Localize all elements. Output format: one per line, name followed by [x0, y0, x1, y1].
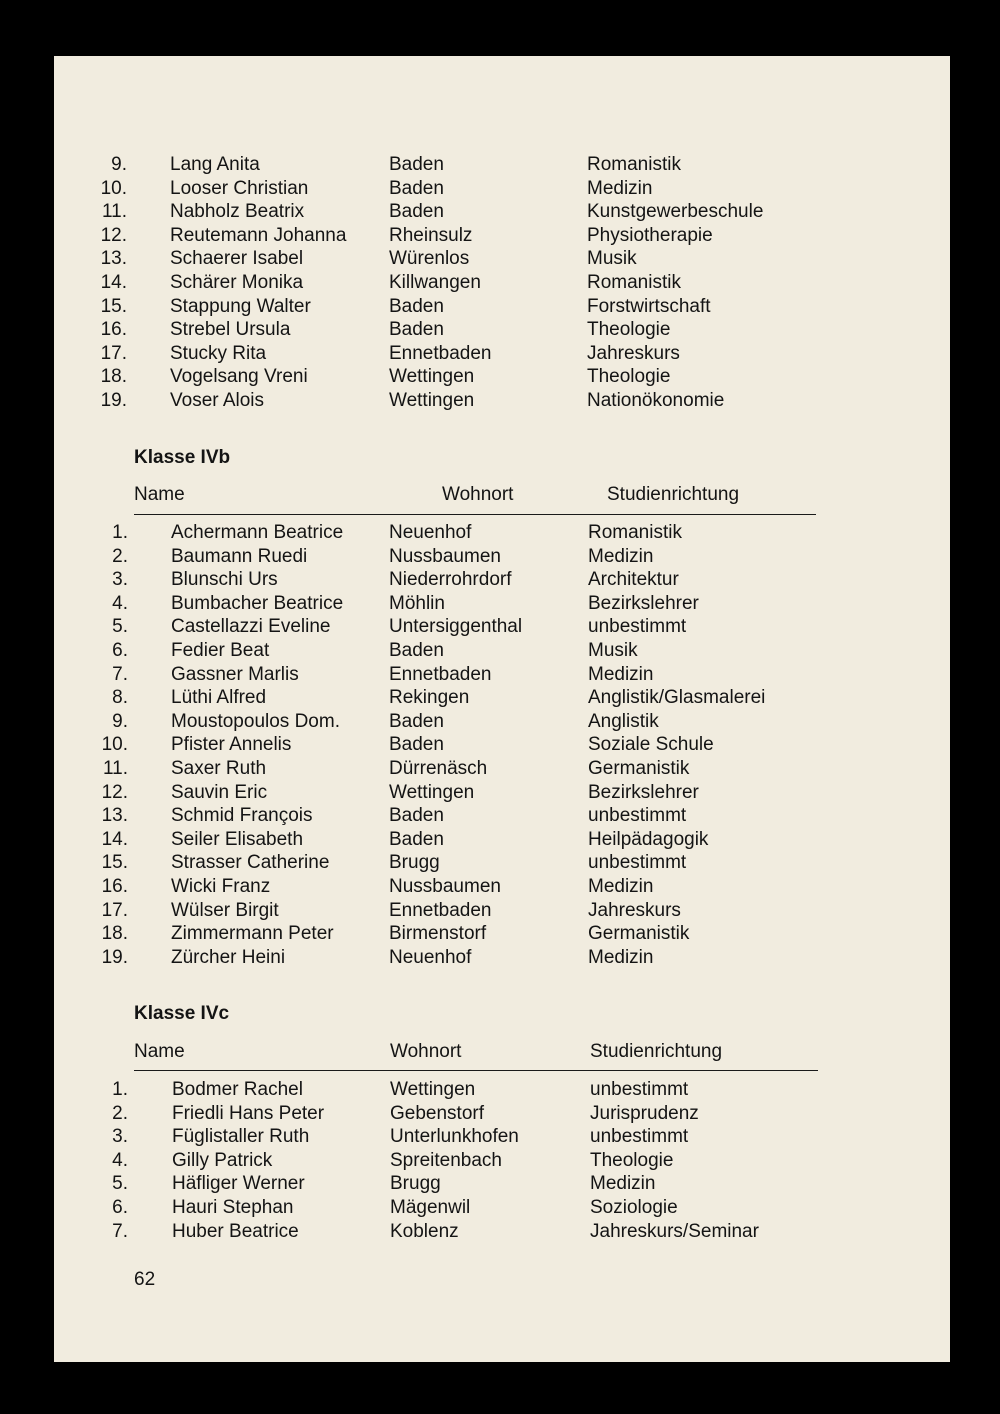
cell-wohnort: Baden [389, 710, 444, 732]
cell-studien: Romanistik [587, 154, 681, 175]
cell-studien: Musik [587, 248, 637, 270]
column-header-studienrichtung: Studienrichtung [607, 484, 740, 505]
cell-studien: Soziale Schule [588, 734, 714, 756]
cell-wohnort: Niederrohrdorf [389, 569, 512, 591]
cell-name: Strasser Catherine [171, 852, 330, 874]
cell-name: Häfliger Werner [172, 1173, 305, 1195]
cell-wohnort: Ennetbaden [389, 663, 492, 685]
cell-num: 7. [112, 663, 128, 685]
cell-studien: Anglistik/Glasmalerei [588, 687, 766, 709]
cell-wohnort: Rheinsulz [389, 224, 473, 246]
cell-wohnort: Baden [389, 201, 444, 223]
cell-name: Castellazzi Eveline [171, 616, 331, 638]
cell-num: 10. [101, 734, 128, 756]
cell-wohnort: Wettingen [389, 781, 475, 803]
cell-wohnort: Ennetbaden [389, 899, 492, 921]
cell-wohnort: Spreitenbach [390, 1149, 502, 1171]
cell-num: 14. [100, 272, 127, 293]
cell-num: 8. [112, 687, 128, 709]
column-header-wohnort: Wohnort [442, 484, 514, 505]
header-rule [134, 514, 816, 515]
section-heading-ivc: Klasse IVc [134, 1003, 230, 1024]
cell-num: 4. [112, 592, 128, 614]
cell-studien: unbestimmt [588, 852, 687, 874]
cell-wohnort: Baden [389, 154, 444, 175]
cell-name: Vogelsang Vreni [170, 366, 308, 388]
cell-wohnort: Untersiggenthal [389, 616, 523, 638]
cell-studien: Nationökonomie [587, 390, 725, 411]
cell-studien: Jahreskurs/Seminar [590, 1220, 759, 1242]
cell-wohnort: Ennetbaden [389, 342, 492, 364]
cell-num: 12. [101, 781, 128, 803]
cell-num: 13. [100, 248, 127, 270]
cell-studien: Romanistik [587, 272, 681, 293]
cell-name: Stucky Rita [170, 342, 267, 364]
cell-name: Wicki Franz [171, 876, 271, 897]
cell-studien: Medizin [588, 663, 654, 685]
cell-studien: Jahreskurs [588, 899, 681, 921]
cell-studien: unbestimmt [590, 1079, 689, 1100]
column-header-name: Name [134, 484, 185, 505]
cell-name: Fedier Beat [171, 640, 270, 661]
cell-studien: Heilpädagogik [588, 828, 709, 850]
cell-num: 2. [112, 1102, 128, 1124]
cell-studien: Jurisprudenz [590, 1102, 699, 1124]
cell-wohnort: Würenlos [389, 248, 470, 270]
cell-wohnort: Koblenz [390, 1220, 459, 1242]
cell-num: 14. [101, 828, 128, 850]
cell-num: 2. [112, 545, 128, 567]
cell-name: Füglistaller Ruth [172, 1126, 310, 1148]
cell-num: 10. [100, 177, 127, 199]
cell-name: Friedli Hans Peter [172, 1102, 325, 1124]
cell-num: 16. [100, 319, 127, 341]
section-heading-ivb: Klasse IVb [134, 447, 231, 468]
cell-wohnort: Baden [389, 828, 444, 850]
cell-studien: Physiotherapie [587, 224, 713, 246]
cell-wohnort: Unterlunkhofen [390, 1126, 519, 1148]
cell-name: Voser Alois [170, 390, 264, 411]
column-header-studienrichtung: Studienrichtung [590, 1041, 723, 1062]
cell-name: Bumbacher Beatrice [171, 592, 344, 614]
cell-wohnort: Nussbaumen [389, 545, 501, 567]
cell-name: Stappung Walter [170, 295, 311, 317]
cell-studien: Theologie [587, 366, 671, 388]
cell-name: Huber Beatrice [172, 1220, 299, 1242]
cell-num: 3. [112, 569, 128, 591]
cell-num: 18. [101, 923, 128, 945]
cell-name: Schmid François [171, 805, 313, 827]
cell-name: Seiler Elisabeth [171, 828, 304, 850]
cell-name: Strebel Ursula [170, 319, 291, 341]
cell-num: 17. [100, 342, 127, 364]
cell-wohnort: Dürrenäsch [389, 758, 488, 779]
cell-num: 19. [101, 946, 128, 968]
cell-wohnort: Neuenhof [389, 522, 472, 543]
cell-name: Looser Christian [170, 177, 309, 199]
cell-studien: Germanistik [588, 923, 690, 945]
cell-studien: unbestimmt [590, 1126, 689, 1148]
cell-studien: Soziologie [590, 1197, 678, 1218]
cell-studien: Forstwirtschaft [587, 295, 711, 317]
cell-name: Gassner Marlis [171, 663, 299, 685]
cell-num: 9. [112, 710, 128, 732]
cell-studien: Germanistik [588, 758, 690, 779]
cell-studien: Medizin [588, 946, 654, 968]
cell-num: 19. [100, 390, 127, 411]
cell-name: Sauvin Eric [171, 781, 268, 803]
cell-studien: Kunstgewerbeschule [587, 201, 764, 223]
cell-name: Nabholz Beatrix [170, 201, 305, 223]
cell-num: 15. [100, 295, 127, 317]
cell-wohnort: Rekingen [389, 687, 470, 709]
cell-studien: Architektur [588, 569, 679, 591]
cell-name: Moustopoulos Dom. [171, 710, 340, 732]
column-header-wohnort: Wohnort [390, 1041, 462, 1062]
cell-num: 11. [101, 201, 127, 223]
cell-name: Zimmermann Peter [171, 923, 334, 945]
cell-wohnort: Baden [389, 295, 444, 317]
cell-name: Schärer Monika [170, 272, 304, 293]
cell-wohnort: Baden [389, 319, 444, 341]
cell-name: Saxer Ruth [171, 758, 267, 779]
cell-name: Wülser Birgit [171, 899, 279, 921]
cell-studien: Medizin [588, 545, 654, 567]
cell-wohnort: Nussbaumen [389, 876, 501, 897]
cell-wohnort: Neuenhof [389, 946, 472, 968]
header-rule [134, 1070, 818, 1071]
cell-name: Pfister Annelis [171, 734, 292, 756]
cell-studien: Medizin [590, 1173, 656, 1195]
cell-wohnort: Mägenwil [390, 1197, 471, 1218]
cell-wohnort: Brugg [389, 852, 440, 874]
cell-wohnort: Wettingen [389, 366, 475, 388]
cell-num: 16. [101, 876, 128, 897]
cell-wohnort: Baden [389, 805, 444, 827]
cell-num: 15. [101, 852, 128, 874]
page-number: 62 [134, 1269, 156, 1290]
cell-wohnort: Baden [389, 734, 444, 756]
cell-num: 5. [112, 616, 128, 638]
cell-num: 9. [111, 154, 127, 175]
cell-wohnort: Möhlin [389, 592, 445, 614]
cell-name: Schaerer Isabel [170, 248, 304, 270]
cell-num: 11. [102, 758, 128, 779]
cell-name: Hauri Stephan [172, 1197, 294, 1218]
cell-num: 18. [100, 366, 127, 388]
cell-wohnort: Brugg [390, 1173, 441, 1195]
cell-wohnort: Gebenstorf [390, 1102, 484, 1124]
cell-wohnort: Killwangen [389, 272, 481, 293]
cell-num: 3. [112, 1126, 128, 1148]
cell-name: Baumann Ruedi [171, 545, 308, 567]
cell-name: Zürcher Heini [171, 946, 286, 968]
cell-wohnort: Baden [389, 640, 444, 661]
cell-num: 4. [112, 1149, 128, 1171]
cell-wohnort: Wettingen [389, 390, 475, 411]
column-header-name: Name [134, 1041, 185, 1062]
cell-wohnort: Birmenstorf [389, 923, 487, 945]
cell-num: 6. [112, 1197, 128, 1218]
cell-studien: Medizin [588, 876, 654, 897]
cell-num: 1. [112, 1079, 128, 1100]
cell-studien: Bezirkslehrer [588, 781, 699, 803]
cell-studien: Romanistik [588, 522, 682, 543]
cell-num: 5. [112, 1173, 128, 1195]
cell-num: 1. [112, 522, 128, 543]
cell-name: Lüthi Alfred [171, 687, 267, 709]
cell-studien: Theologie [587, 319, 671, 341]
cell-name: Lang Anita [170, 154, 260, 175]
cell-studien: unbestimmt [588, 805, 687, 827]
cell-studien: Bezirkslehrer [588, 592, 699, 614]
cell-num: 17. [101, 899, 128, 921]
cell-studien: unbestimmt [588, 616, 687, 638]
cell-wohnort: Wettingen [390, 1079, 476, 1100]
cell-studien: Medizin [587, 177, 653, 199]
cell-name: Gilly Patrick [172, 1149, 273, 1171]
cell-studien: Anglistik [588, 710, 659, 732]
cell-studien: Musik [588, 640, 638, 661]
cell-num: 7. [112, 1220, 128, 1242]
cell-num: 6. [112, 640, 128, 661]
cell-name: Bodmer Rachel [172, 1079, 303, 1100]
cell-studien: Jahreskurs [587, 342, 680, 364]
cell-name: Reutemann Johanna [170, 224, 347, 246]
cell-num: 12. [100, 224, 127, 246]
cell-num: 13. [101, 805, 128, 827]
cell-wohnort: Baden [389, 177, 444, 199]
cell-studien: Theologie [590, 1149, 674, 1171]
cell-name: Achermann Beatrice [171, 522, 344, 543]
cell-name: Blunschi Urs [171, 569, 278, 591]
